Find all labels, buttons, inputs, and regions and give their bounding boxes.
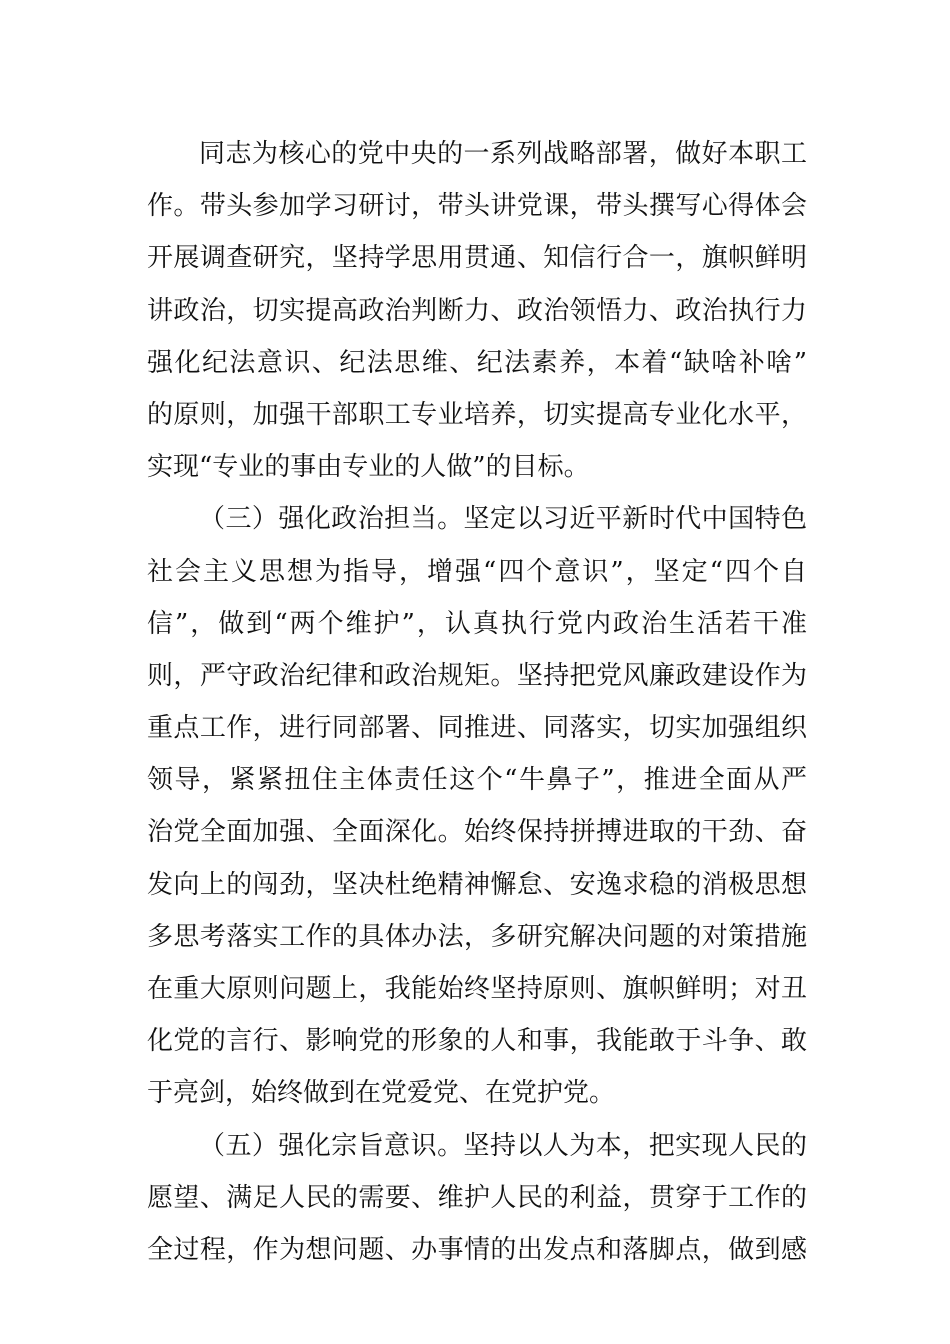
text-line: 治党全面加强、全面深化。始终保持拼搏进取的干劲、奋 <box>147 817 807 848</box>
text-line: 领导，紧紧扭住主体责任这个“牛鼻子”，推进全面从严 <box>147 765 807 796</box>
text-line: 愿望、满足人民的需要、维护人民的利益，贯穿于工作的 <box>147 1182 807 1213</box>
text-line: 实现“专业的事由专业的人做”的目标。 <box>147 452 590 483</box>
body-text <box>147 128 807 1276</box>
text-line: 重点工作，进行同部署、同推进、同落实，切实加强组织 <box>147 713 807 744</box>
text-line: 则，严守政治纪律和政治规矩。坚持把党风廉政建设作为 <box>147 660 807 691</box>
text-line: 开展调查研究，坚持学思用贯通、知信行合一，旗帜鲜明 <box>147 243 807 274</box>
text-line: 的原则，加强干部职工专业培养，切实提高专业化水平， <box>147 399 807 430</box>
text-line: 在重大原则问题上，我能始终坚持原则、旗帜鲜明；对丑 <box>147 974 807 1004</box>
text-line: 全过程，作为想问题、办事情的出发点和落脚点，做到感 <box>147 1234 807 1265</box>
text-line: 讲政治，切实提高政治判断力、政治领悟力、政治执行力 <box>147 295 807 326</box>
text-line: 作。带头参加学习研讨，带头讲党课，带头撰写心得体会 <box>147 191 807 222</box>
section-heading-line: （三）强化政治担当。坚定以习近平新时代中国特色 <box>199 504 807 535</box>
text-line: 社会主义思想为指导，增强“四个意识”，坚定“四个自 <box>147 556 807 587</box>
text-line: 于亮剑，始终做到在党爱党、在党护党。 <box>147 1078 616 1109</box>
text-line: 同志为核心的党中央的一系列战略部署，做好本职工 <box>199 139 807 169</box>
text-line: 强化纪法意识、纪法思维、纪法素养，本着“缺啥补啥” <box>147 347 807 378</box>
text-line: 化党的言行、影响党的形象的人和事，我能敢于斗争、敢 <box>147 1026 807 1057</box>
text-line: 信”，做到“两个维护”，认真执行党内政治生活若干准 <box>147 608 807 639</box>
text-line: 多思考落实工作的具体办法，多研究解决问题的对策措施 <box>147 921 807 952</box>
text-line: 发向上的闯劲，坚决杜绝精神懈怠、安逸求稳的消极思想 <box>147 869 807 900</box>
section-heading-line: （五）强化宗旨意识。坚持以人为本，把实现人民的 <box>199 1130 807 1161</box>
